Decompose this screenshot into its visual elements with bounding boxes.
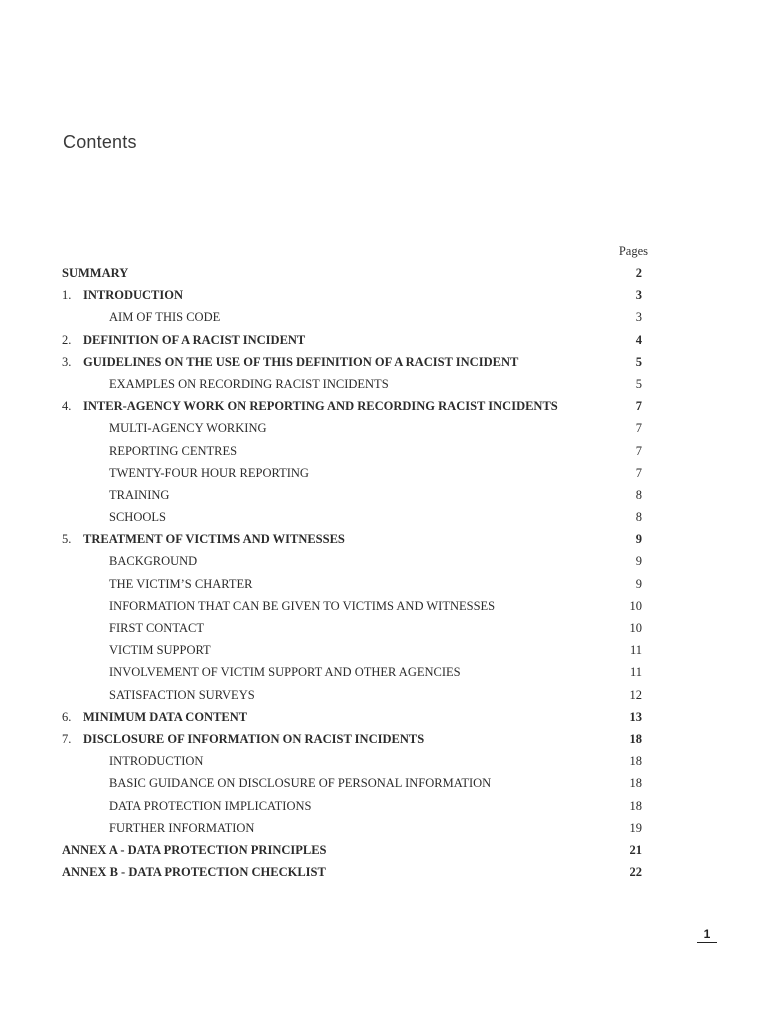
toc-entry-label: SCHOOLS <box>109 510 166 525</box>
toc-entry-label: VICTIM SUPPORT <box>109 643 211 658</box>
page-number: 1 <box>697 928 717 943</box>
toc-subentry[interactable] <box>62 750 642 772</box>
toc-entry-page: 3 <box>635 288 642 303</box>
toc-subentry[interactable] <box>62 573 642 595</box>
toc-entry[interactable] <box>62 839 642 861</box>
toc-entry-page: 4 <box>635 332 642 347</box>
toc-entry-label: INTRODUCTION <box>109 754 204 769</box>
toc-entry[interactable] <box>62 528 642 550</box>
toc-subentry[interactable] <box>62 684 642 706</box>
toc-entry-label: SATISFACTION SURVEYS <box>109 687 255 702</box>
toc-subentry[interactable] <box>62 440 642 462</box>
toc-subentry[interactable] <box>62 306 642 328</box>
page-title: Contents <box>63 132 137 152</box>
toc-entry-page: 13 <box>629 709 642 724</box>
toc-entry-page: 22 <box>629 865 642 880</box>
toc-subentry[interactable] <box>62 639 642 661</box>
toc-subentry[interactable] <box>62 417 642 439</box>
toc-entry-label: BACKGROUND <box>109 554 198 569</box>
toc-subentry[interactable] <box>62 550 642 572</box>
toc-entry-page: 10 <box>629 598 642 613</box>
toc-entry-page: 18 <box>629 798 642 813</box>
toc-entry[interactable] <box>62 262 642 284</box>
toc-entry-page: 5 <box>635 354 642 369</box>
toc-entry-label: GUIDELINES ON THE USE OF THIS DEFINITION OF A RACIST INCIDENT <box>83 354 519 369</box>
toc-entry-page: 21 <box>629 842 642 857</box>
toc-entry-label: MINIMUM DATA CONTENT <box>83 709 248 724</box>
pages-column-header: Pages <box>618 244 648 258</box>
toc-entry[interactable] <box>62 329 642 351</box>
toc-entry-label: DISCLOSURE OF INFORMATION ON RACIST INCIDENTS <box>83 731 425 746</box>
toc-entry-page: 5 <box>635 376 642 391</box>
toc-entry-page: 7 <box>635 465 642 480</box>
toc-entry-page: 10 <box>629 621 642 635</box>
toc-entry-label: SUMMARY <box>62 266 129 280</box>
toc-subentry[interactable] <box>62 373 642 395</box>
table-of-contents <box>62 262 642 883</box>
toc-entry-number: 2. <box>62 332 72 347</box>
toc-entry-page: 12 <box>629 687 642 702</box>
toc-entry-label: TRAINING <box>109 487 170 502</box>
toc-entry-page: 2 <box>635 266 642 280</box>
toc-entry-page: 3 <box>635 310 642 325</box>
toc-entry[interactable] <box>62 351 642 373</box>
toc-entry-label: MULTI-AGENCY WORKING <box>109 421 267 436</box>
toc-entry-label: TREATMENT OF VICTIMS AND WITNESSES <box>83 532 345 547</box>
toc-entry-label: DEFINITION OF A RACIST INCIDENT <box>83 332 306 347</box>
toc-entry-label: FIRST CONTACT <box>109 621 204 635</box>
toc-entry-label: ANNEX A - DATA PROTECTION PRINCIPLES <box>62 842 327 857</box>
toc-entry-page: 7 <box>635 421 642 436</box>
toc-entry-label: INVOLVEMENT OF VICTIM SUPPORT AND OTHER AGENCIES <box>109 665 461 680</box>
toc-subentry[interactable] <box>62 661 642 683</box>
toc-entry-number: 6. <box>62 709 72 724</box>
toc-entry-label: INFORMATION THAT CAN BE GIVEN TO VICTIMS AND WITNESSES <box>109 598 496 613</box>
toc-subentry[interactable] <box>62 617 642 639</box>
toc-subentry[interactable] <box>62 595 642 617</box>
toc-entry[interactable] <box>62 728 642 750</box>
toc-entry-label: ANNEX B - DATA PROTECTION CHECKLIST <box>62 865 326 880</box>
toc-entry[interactable] <box>62 284 642 306</box>
toc-entry-label: REPORTING CENTRES <box>109 443 238 458</box>
toc-entry[interactable] <box>62 706 642 728</box>
toc-entry-page: 7 <box>635 399 642 414</box>
toc-entry-label: INTER-AGENCY WORK ON REPORTING AND RECORDING RACIST INCIDENTS <box>83 399 558 414</box>
toc-entry-label: TWENTY-FOUR HOUR REPORTING <box>109 465 309 480</box>
toc-entry-page: 19 <box>629 820 642 835</box>
toc-entry-label: DATA PROTECTION IMPLICATIONS <box>109 798 312 813</box>
toc-entry-number: 7. <box>62 731 72 746</box>
toc-entry-page: 8 <box>635 510 642 525</box>
toc-entry-page: 18 <box>629 776 642 791</box>
toc-subentry[interactable] <box>62 462 642 484</box>
toc-entry-page: 11 <box>629 643 642 658</box>
toc-entry-page: 9 <box>635 576 642 591</box>
toc-subentry[interactable] <box>62 484 642 506</box>
toc-entry[interactable] <box>62 861 642 883</box>
toc-entry-number: 1. <box>62 288 72 303</box>
toc-entry-number: 5. <box>62 532 72 547</box>
toc-subentry[interactable] <box>62 772 642 794</box>
toc-entry-number: 4. <box>62 399 72 414</box>
toc-entry-label: INTRODUCTION <box>83 288 184 303</box>
toc-entry-number: 3. <box>62 354 72 369</box>
toc-entry-page: 9 <box>635 532 642 547</box>
toc-entry-page: 9 <box>635 554 642 569</box>
toc-entry[interactable] <box>62 395 642 417</box>
toc-entry-page: 8 <box>635 487 642 502</box>
toc-entry-label: AIM OF THIS CODE <box>109 310 221 325</box>
toc-entry-page: 18 <box>629 754 642 769</box>
toc-entry-page: 11 <box>629 665 642 680</box>
toc-entry-label: EXAMPLES ON RECORDING RACIST INCIDENTS <box>109 376 389 391</box>
toc-entry-label: THE VICTIM’S CHARTER <box>109 576 253 591</box>
toc-entry-page: 18 <box>629 731 642 746</box>
toc-subentry[interactable] <box>62 506 642 528</box>
toc-subentry[interactable] <box>62 795 642 817</box>
toc-entry-label: BASIC GUIDANCE ON DISCLOSURE OF PERSONAL INFORMATION <box>109 776 492 791</box>
toc-subentry[interactable] <box>62 817 642 839</box>
toc-entry-page: 7 <box>635 443 642 458</box>
toc-entry-label: FURTHER INFORMATION <box>109 820 255 835</box>
